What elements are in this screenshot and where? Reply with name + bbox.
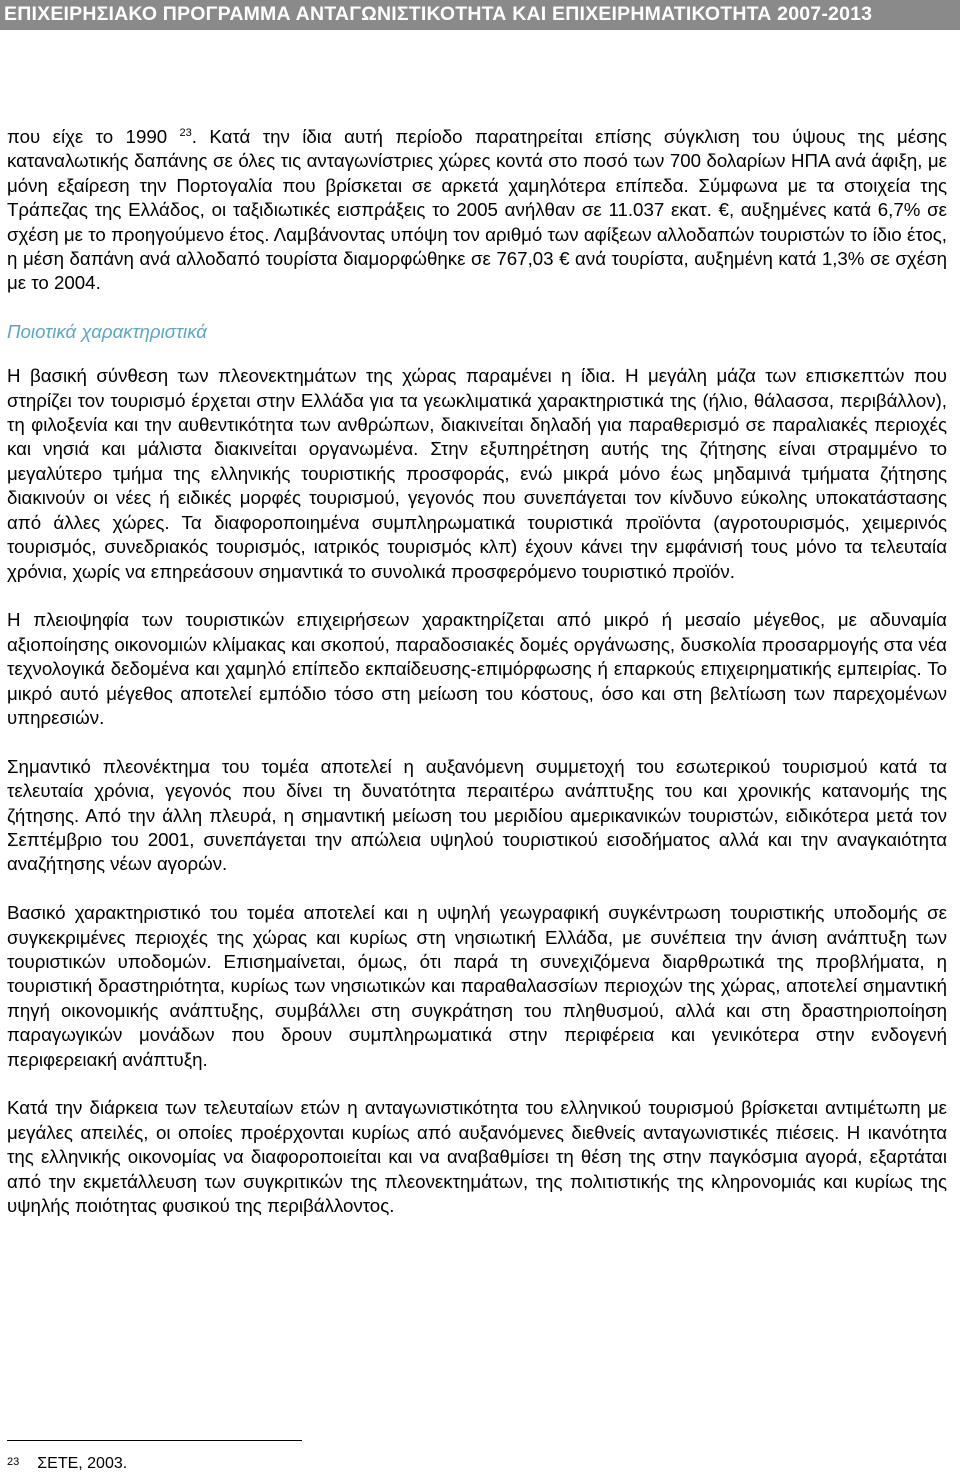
- footnote-text: ΣΕΤΕ, 2003.: [37, 1455, 128, 1472]
- section-heading: Ποιοτικά χαρακτηριστικά: [7, 320, 207, 342]
- page-header-title: ΕΠΙΧΕΙΡΗΣΙΑΚΟ ΠΡΟΓΡΑΜΜΑ ΑΝΤΑΓΩΝΙΣΤΙΚΟΤΗΤΑ ΚΑΙ ΕΠΙΧΕΙΡΗΜΑΤΙΚΟΤΗΤΑ 2007-2013: [4, 3, 873, 25]
- page-header-bar: [0, 0, 960, 30]
- footnote-number: 23: [7, 1456, 20, 1468]
- intro-text-rest: . Κατά την ίδια αυτή περίοδο παρατηρείται επίσης σύγκλιση του ύψους της μέσης καταναλωτικής δαπάνης σε όλες τις ανταγωνίστριες χώρες κοντά στο ποσό των 700 δολαρίων ΗΠΑ ανά άφιξη, με μόνη εξαίρεση την Πορτογαλία που βρίσκεται σε αρκετά χαμηλότερα επίπεδα. Σύμφωνα με τα στοιχεία της Τράπεζας της Ελλάδος, οι ταξιδιωτικές εισπράξεις το 2005 ανήλθαν σε 11.037 εκατ. €, αυξημένες κατά 6,7% σε σχέση με το προηγούμενο έτος. Λαμβάνοντας υπόψη τον αριθμό των αφίξεων αλλοδαπών τουριστών το ίδιο έτος, η μέση δαπάνη ανά αλλοδαπό τουρίστα διαμορφώθηκε σε 767,03 € ανά τουρίστα, αυξημένη κατά 1,3% σε σχέση με το 2004.: [7, 126, 948, 294]
- intro-text-start: που είχε το 1990: [7, 126, 168, 147]
- footnote: [7, 1452, 127, 1476]
- intro-paragraph: [7, 125, 947, 296]
- paragraph-enterprises: Η πλειοψηφία των τουριστικών επιχειρήσεων χαρακτηρίζεται από μικρό ή μεσαίο μέγεθος, με αδυναμία αξιοποίησης οικονομιών κλίμακας και σκοπού, παραδοσιακές δομές οργάνωσης, δυσκολία προσαρμογής στα νέα τεχνολογικά δεδομένα και χαμηλό επίπεδο εκπαίδευσης-επιμόρφωσης ή επαρκούς επιχειρηματικής εμπειρίας. Το μικρό αυτό μέγεθος αποτελεί εμπόδιο τόσο στη μείωση του κόστους, όσο και στη βελτίωση των παρεχομένων υπηρεσιών.: [7, 609, 947, 728]
- paragraph-competitiveness: Κατά την διάρκεια των τελευταίων ετών η ανταγωνιστικότητα του ελληνικού τουρισμού βρίσκεται αντιμέτωπη με μεγάλες απειλές, οι οποίες προέρχονται κυρίως από αυξανόμενες διεθνείς ανταγωνιστικές πιέσεις. Η ικανότητα της ελληνικής οικονομίας να διαφοροποιείται και να αναβαθμίσει τη θέση της στην παγκόσμια αγορά, εξαρτάται από την εκμετάλλευση των συγκριτικών της πλεονεκτημάτων, της πολιτιστικής της κληρονομιάς και κυρίως της υψηλής ποιότητας φυσικού της περιβάλλοντος.: [7, 1097, 947, 1216]
- footnote-reference[interactable]: 23: [179, 126, 192, 139]
- paragraph-domestic-tourism: Σημαντικό πλεονέκτημα του τομέα αποτελεί η αυξανόμενη συμμετοχή του εσωτερικού τουρισμού κατά τα τελευταία χρόνια, γεγονός που δίνει τη δυνατότητα περαιτέρω ανάπτυξης του και χρονικής κατανομής της ζήτησης. Από την άλλη πλευρά, η σημαντική μείωση του μεριδίου αμερικανικών τουριστών, ειδικότερα μετά τον Σεπτέμβριο του 2001, συνεπάγεται την απώλεια υψηλού τουριστικού εισοδήματος αλλά και την αναγκαιότητα αναζήτησης νέων αγορών.: [7, 755, 947, 875]
- document-body: [7, 125, 947, 1218]
- paragraph-geographic-concentration: Βασικό χαρακτηριστικό του τομέα αποτελεί και η υψηλή γεωγραφική συγκέντρωση τουριστικής υποδομής σε συγκεκριμένες περιοχές της χώρας και κυρίως στη νησιωτική Ελλάδα, με συνέπεια την άνιση ανάπτυξη των τουριστικών υποδομών. Επισημαίνεται, όμως, ότι παρά τη συνεχιζόμενα διαρθρωτικά της προβλήματα, η τουριστική δραστηριότητα, κυρίως των νησιωτικών και παραθαλασσίων περιοχών της χώρας, αποτελεί σημαντική πηγή οικονομικής ανάπτυξης, συμβάλλει στη συγκράτηση του πληθυσμού, αλλά και στη δραστηριοποίηση παραγωγικών μονάδων που δρουν συμπληρωματικά στην περιφέρεια και γενικότερα στην ενδογενή περιφερειακή ανάπτυξη.: [7, 902, 947, 1070]
- footnote-divider: [7, 1440, 302, 1441]
- paragraph-advantages: Η βασική σύνθεση των πλεονεκτημάτων της χώρας παραμένει η ίδια. Η μεγάλη μάζα των επισκεπτών που στηρίζει τον τουρισμό έρχεται στην Ελλάδα για τα γεωκλιματικά χαρακτηριστικά της (ήλιο, θάλασσα, περιβάλλον), τη φιλοξενία και την αυθεντικότητα των ανθρώπων, διακινείται δηλαδή για παραθερισμό σε παραλιακές περιοχές και νησιά και μάλιστα διακινείται οργανωμένα. Στην εξυπηρέτηση αυτής της ζήτησης είναι στραμμένο το μεγαλύτερο τμήμα της ελληνικής τουριστικής προσφοράς, ενώ μικρά μόνο έως μηδαμινά τμήματα ζήτησης διακινούν οι νέες ή ειδικές μορφές τουρισμού, γεγονός που συνεπάγεται τον κίνδυνο εύκολης υποκατάστασης από άλλες χώρες. Τα διαφοροποιημένα συμπληρωματικά τουριστικά προϊόντα (αγροτουρισμός, χειμερινός τουρισμός, συνεδριακός τουρισμός, ιατρικός τουρισμός κλπ) έχουν κάνει την εμφάνισή τους μόνο τα τελευταία χρόνια, χωρίς να επηρεάσουν σημαντικά το συνολικά προσφερόμενο τουριστικό προϊόν.: [7, 365, 947, 582]
